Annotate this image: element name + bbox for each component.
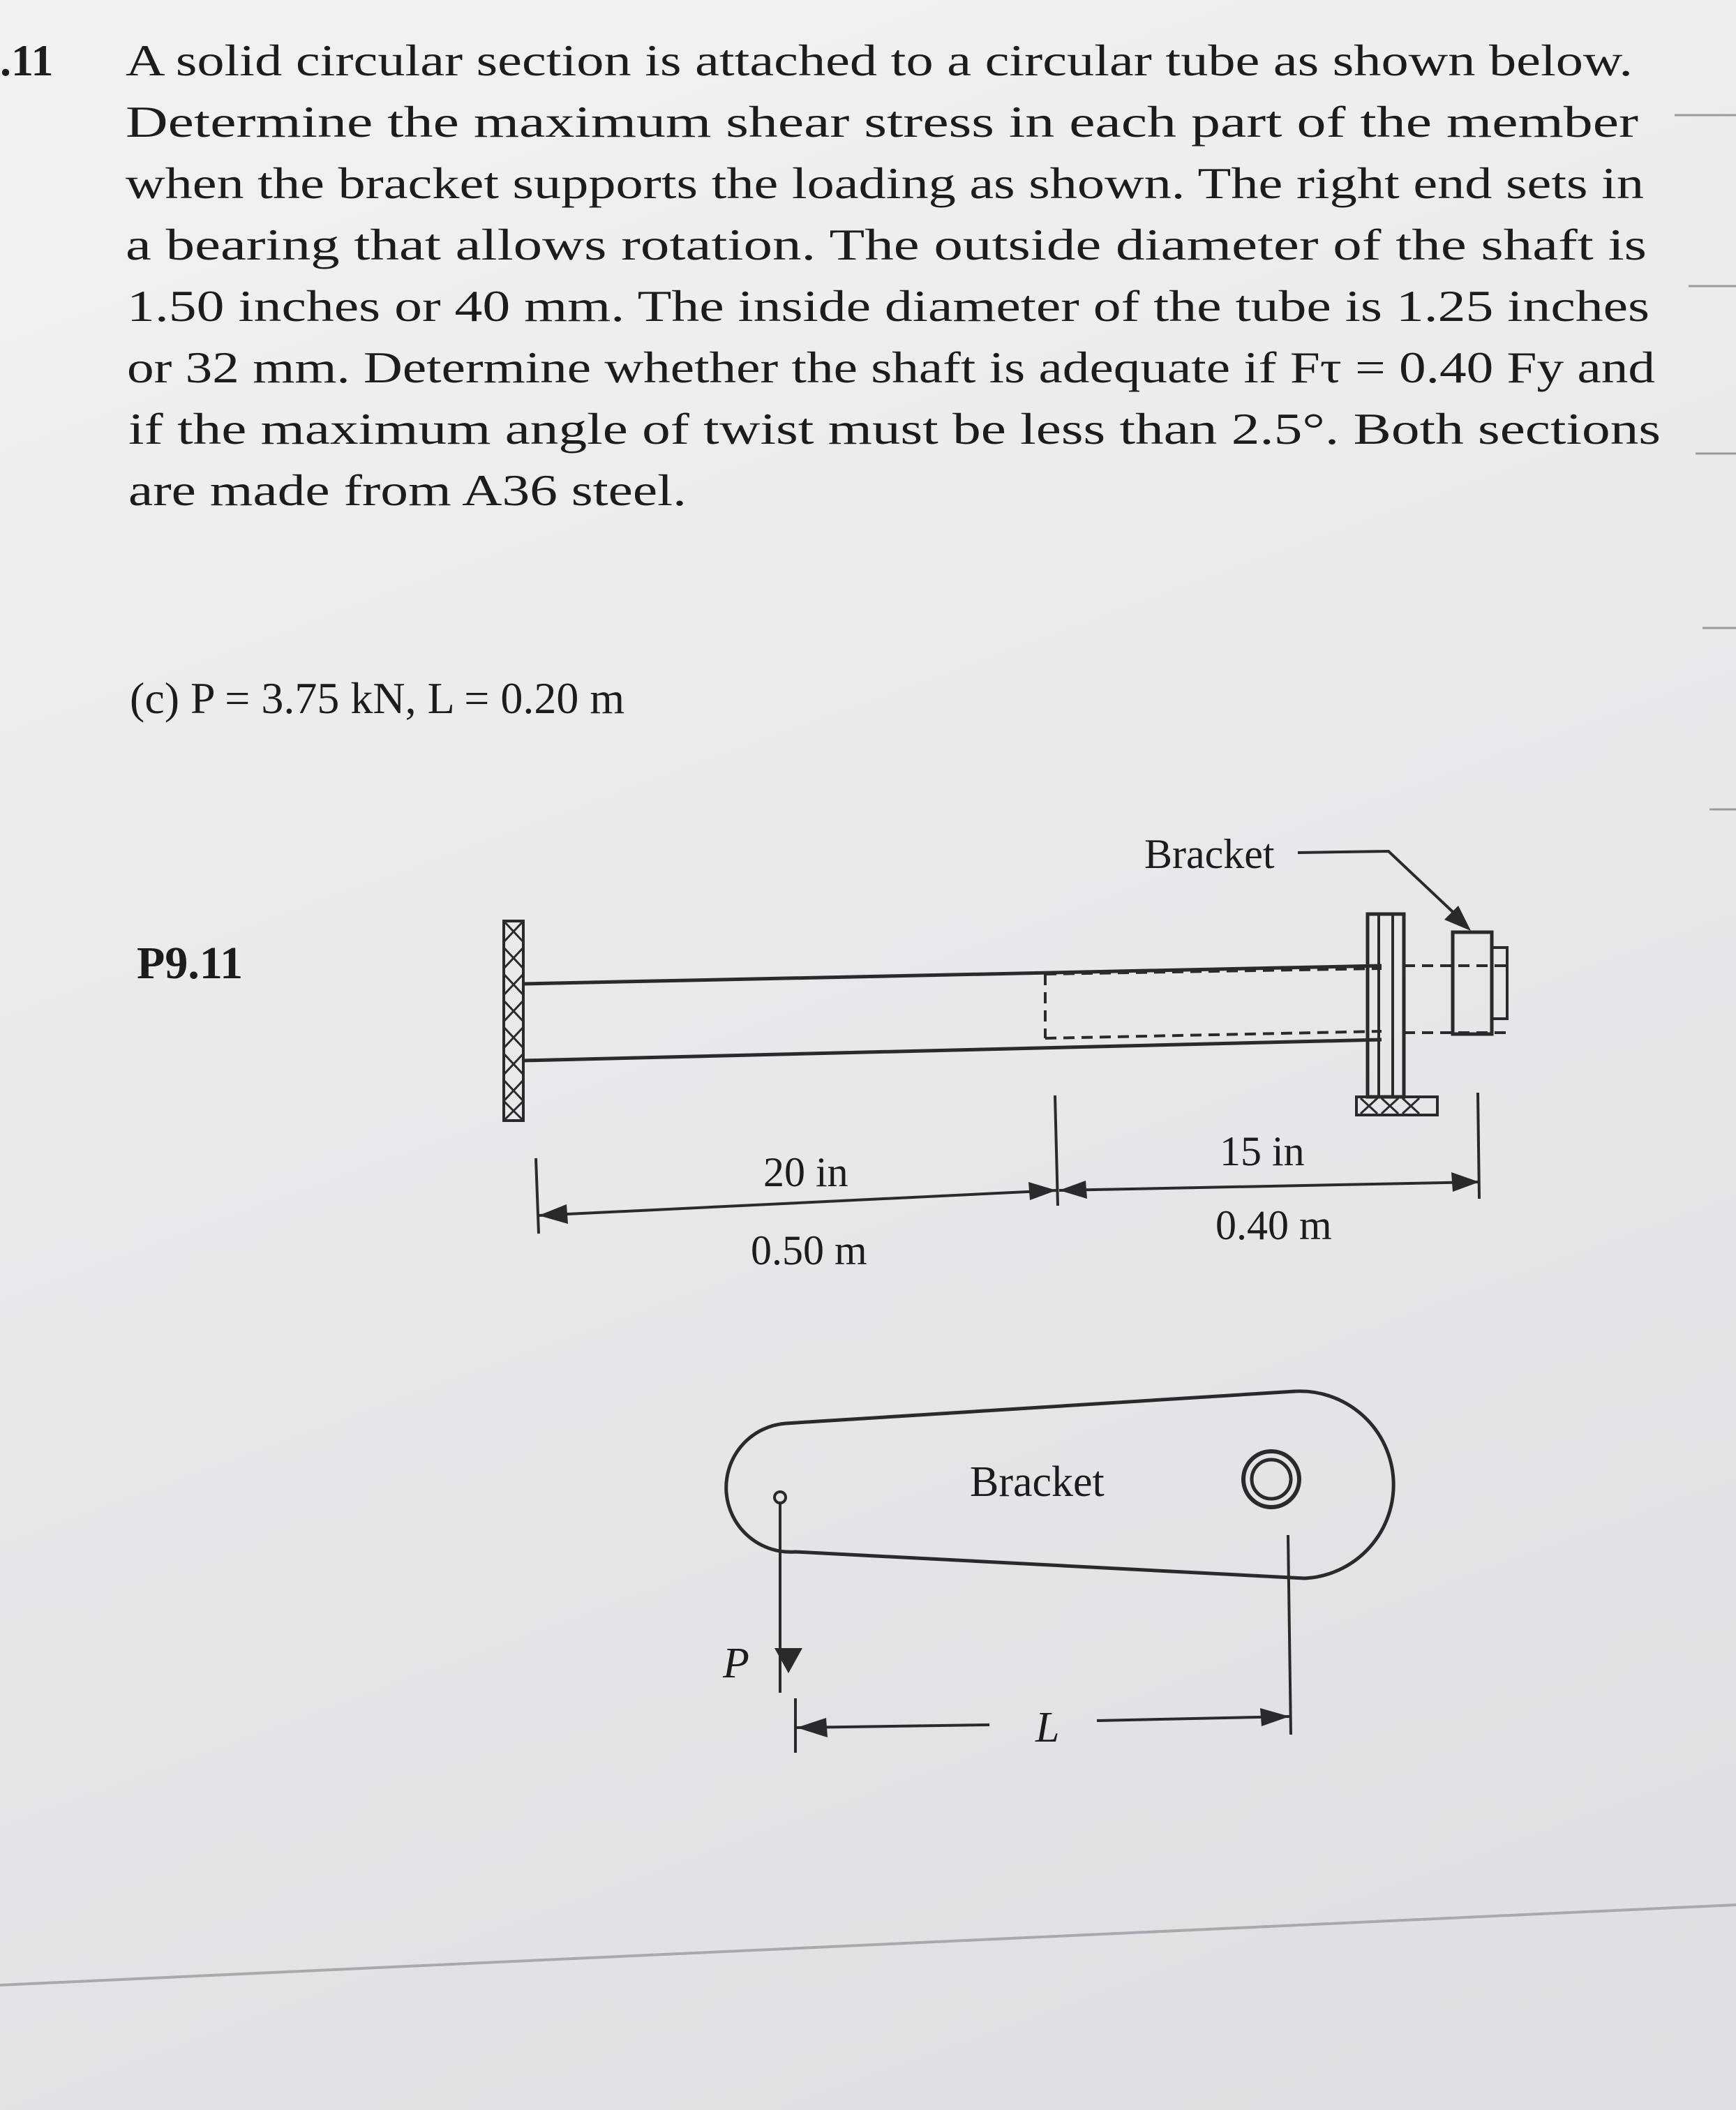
- length-dim-line-right: [1097, 1716, 1289, 1721]
- dim-right-inches: 15 in: [1220, 1128, 1305, 1174]
- statement-line-1: A solid circular section is attached to a circular tube as shown below.: [126, 36, 1633, 85]
- load-pin: [775, 1492, 786, 1503]
- dim-right-arrow-start: [1059, 1181, 1087, 1199]
- bracket-label-top: Bracket: [1144, 831, 1275, 877]
- dimension-lines: [536, 1093, 1479, 1273]
- statement-line-8: are made from A36 steel.: [128, 465, 687, 515]
- length-dim-arrow-start: [797, 1718, 828, 1737]
- statement-line-6: or 32 mm. Determine whether the shaft is adequate if Fτ = 0.40 Fy and: [127, 343, 1655, 392]
- length-label: L: [1035, 1704, 1060, 1751]
- bracket-callout-leader: [1298, 851, 1462, 921]
- page-edge-marks: [1675, 115, 1736, 809]
- fixed-wall-support: [504, 921, 523, 1121]
- length-dim-arrow-end: [1260, 1708, 1289, 1726]
- statement-line-4: a bearing that allows rotation. The outside diameter of the shaft is: [126, 220, 1647, 269]
- bracket-base-support: [1356, 1097, 1437, 1115]
- dim-left-inches: 20 in: [763, 1149, 848, 1195]
- figure-id: P9.11: [137, 938, 244, 989]
- statement-line-2: Determine the maximum shear stress in each part of the member: [126, 97, 1638, 147]
- dim-left-arrow-start: [539, 1204, 568, 1224]
- problem-statement: [126, 36, 1661, 515]
- bracket-label-bottom: Bracket: [970, 1458, 1105, 1506]
- page-bottom-edge: [0, 1905, 1736, 1985]
- problem-number: .11: [0, 36, 54, 85]
- dim-right-meters: 0.40 m: [1215, 1202, 1332, 1248]
- shaft-center-extension: [1288, 1535, 1291, 1735]
- tube-inner-bore: [1045, 968, 1382, 1038]
- dim-left-meters: 0.50 m: [751, 1227, 867, 1273]
- shaft-bottom-edge: [523, 1040, 1382, 1061]
- shaft-assembly-figure: [504, 831, 1507, 1121]
- statement-line-7: if the maximum angle of twist must be less than 2.5°. Both sections: [128, 404, 1661, 454]
- dim-left-arrow-end: [1028, 1182, 1056, 1200]
- bracket-plate-side: [1368, 914, 1404, 1097]
- statement-line-5: 1.50 inches or 40 mm. The inside diameter of the tube is 1.25 inches: [127, 281, 1649, 331]
- right-bearing: [1404, 932, 1507, 1034]
- dim-right-line: [1059, 1182, 1479, 1190]
- bracket-end-view: [722, 1391, 1393, 1753]
- dim-right-arrow-end: [1451, 1172, 1479, 1192]
- shaft-top-edge: [523, 966, 1382, 984]
- statement-line-3: when the bracket supports the loading as shown. The right end sets in: [126, 158, 1644, 208]
- load-label: P: [723, 1640, 749, 1687]
- case-c-parameters: (c) P = 3.75 kN, L = 0.20 m: [130, 673, 625, 723]
- tube-section-inner-circle: [1252, 1460, 1291, 1499]
